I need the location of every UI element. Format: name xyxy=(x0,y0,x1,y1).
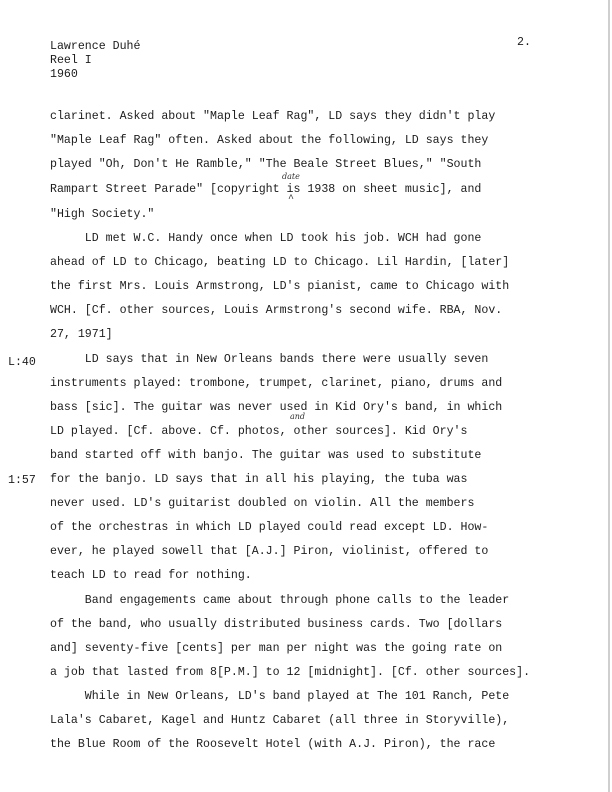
margin-timestamp-1: L:40 xyxy=(8,356,36,369)
handwritten-insertion-and: and xyxy=(290,412,306,421)
text-line: of the band, who usually distributed business cards. Two [dollars xyxy=(50,618,503,631)
text-line: 27, 1971] xyxy=(50,328,113,341)
text-line: the Blue Room of the Roosevelt Hotel (with A.J. Piron), the race xyxy=(50,738,496,751)
text-line: for the banjo. LD says that in all his playing, the tuba was xyxy=(50,473,468,486)
text-line: Band engagements came about through phone calls to the leader xyxy=(50,594,510,607)
text-line: ever, he played sowell that [A.J.] Piron, violinist, offered to xyxy=(50,545,489,558)
text-line: WCH. [Cf. other sources, Louis Armstrong's second wife. RBA, Nov. xyxy=(50,304,503,317)
text-line: band started off with banjo. The guitar was used to substitute xyxy=(50,449,482,462)
text-line: never used. LD's guitarist doubled on violin. All the members xyxy=(50,497,475,510)
insertion-caret: ^ xyxy=(288,194,295,205)
text-line: teach LD to read for nothing. xyxy=(50,569,252,582)
text-line: LD met W.C. Handy once when LD took his job. WCH had gone xyxy=(50,232,482,245)
text-line: Rampart Street Parade" [copyright is 1938 on sheet music], and xyxy=(50,183,482,196)
text-line: "High Society." xyxy=(50,208,155,221)
text-line: clarinet. Asked about "Maple Leaf Rag", LD says they didn't play xyxy=(50,110,496,123)
text-line: of the orchestras in which LD played could read except LD. How- xyxy=(50,521,489,534)
text-line: "Maple Leaf Rag" often. Asked about the following, LD says they xyxy=(50,134,489,147)
text-line: a job that lasted from 8[P.M.] to 12 [midnight]. [Cf. other sources]. xyxy=(50,666,531,679)
header-name: Lawrence Duhé xyxy=(50,40,141,53)
text-line: LD says that in New Orleans bands there were usually seven xyxy=(50,353,489,366)
header-reel: Reel I xyxy=(50,54,92,67)
text-line: instruments played: trombone, trumpet, clarinet, piano, drums and xyxy=(50,377,503,390)
text-line: While in New Orleans, LD's band played at The 101 Ranch, Pete xyxy=(50,690,510,703)
page-number: 2. xyxy=(517,36,531,49)
header-year: 1960 xyxy=(50,68,78,81)
text-line: played "Oh, Don't He Ramble," "The Beale Street Blues," "South xyxy=(50,158,482,171)
text-line: LD played. [Cf. above. Cf. photos, other sources]. Kid Ory's xyxy=(50,425,468,438)
text-line: bass [sic]. The guitar was never used in Kid Ory's band, in which xyxy=(50,401,503,414)
text-line: the first Mrs. Louis Armstrong, LD's pianist, came to Chicago with xyxy=(50,280,510,293)
handwritten-insertion-date: date xyxy=(282,172,300,181)
text-line: and] seventy-five [cents] per man per night was the going rate on xyxy=(50,642,503,655)
margin-timestamp-2: 1:57 xyxy=(8,474,36,487)
text-line: Lala's Cabaret, Kagel and Huntz Cabaret (all three in Storyville), xyxy=(50,714,510,727)
text-line: ahead of LD to Chicago, beating LD to Chicago. Lil Hardin, [later] xyxy=(50,256,510,269)
page-edge-shadow xyxy=(608,0,610,792)
